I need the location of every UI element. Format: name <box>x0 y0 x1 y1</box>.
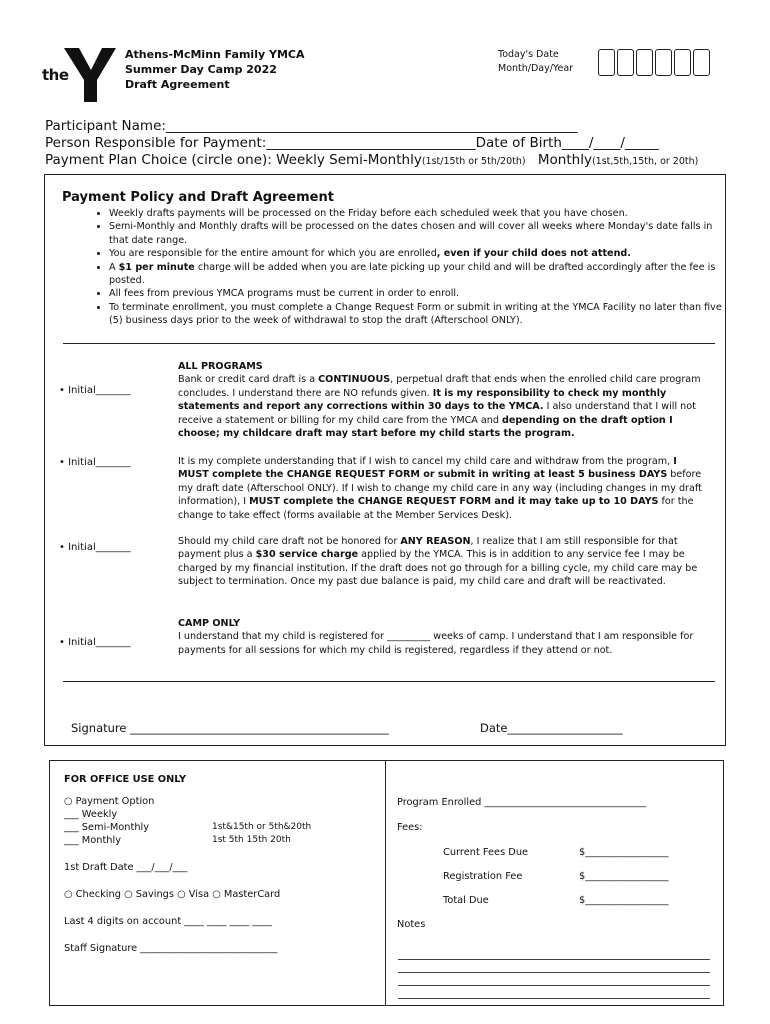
monthly-option-dates: 1st 5th 15th 20th <box>212 835 291 845</box>
today-date-label: Today's Date <box>498 49 559 60</box>
camp-only-heading: CAMP ONLY <box>178 618 241 629</box>
form-title: Draft Agreement <box>125 78 230 91</box>
semi-monthly-option-dates: 1st&15th or 5th&20th <box>212 822 312 832</box>
payment-plan-label: Payment Plan Choice (circle one): Weekly Semi-Monthly <box>45 152 422 168</box>
office-divider <box>385 761 386 1005</box>
logo-ymca-text: YMCA <box>100 81 113 97</box>
ymca-logo <box>42 44 117 102</box>
responsible-person-field[interactable] <box>45 135 735 152</box>
participant-name-label: Participant Name:_____________________________________________________________ <box>45 118 578 134</box>
semi-monthly-option[interactable]: ___ Semi-Monthly <box>64 822 150 833</box>
policy-item-weekly: • Weekly drafts payments will be processed on the Friday before each scheduled week that you have chosen. <box>109 207 724 220</box>
current-fees-label: Current Fees Due <box>443 847 529 858</box>
current-fees-amount[interactable]: $_________________ <box>579 847 669 858</box>
initial-field-1[interactable]: • Initial_______ <box>59 385 131 396</box>
policy-box <box>44 174 726 746</box>
dishonored-draft-clause: Should my child care draft not be honored for ANY REASON, I realize that I am still responsible for that payment plus a $30 service charge applied by the YMCA. This is in addition to any service fee I may be charged by my financial institution. If the draft does not go through for a billing cycle, my child care may be subject to termination. Once my past due balance is paid, my child care and draft will be reactivated. <box>178 536 698 588</box>
date-box-2[interactable] <box>617 49 634 76</box>
logo-the-text: the <box>42 66 69 84</box>
policy-item-late-fee: • A $1 per minute charge will be added when you are late picking up your child and will be drafted accordingly after the fee is posted. <box>109 261 724 288</box>
all-programs-heading: ALL PROGRAMS <box>178 361 263 372</box>
participant-name-field[interactable] <box>45 118 735 135</box>
policy-item-semi-monthly: • Semi-Monthly and Monthly drafts will be processed on the dates chosen and will cover all weeks where Monday's date falls in that date range. <box>109 220 724 247</box>
divider-bottom <box>63 681 715 682</box>
policy-item-termination: • To terminate enrollment, you must complete a Change Request Form or submit in writing at the YMCA Facility no later than five (5) business days prior to the week of withdrawal to stop the draft (Afterschool ONLY). <box>109 301 724 328</box>
responsible-person-label: Person Responsible for Payment:_______________________________Date of Birth____/____/_____ <box>45 135 659 151</box>
divider-top <box>63 343 715 344</box>
camp-only-clause: CAMP ONLY I understand that my child is registered for _________ weeks of camp. I understand that I am responsible for payments for all sessions for which my child is registered, regardless if they attend or not. <box>178 618 694 656</box>
payment-option-label: ○ Payment Option <box>64 796 155 807</box>
date-box-6[interactable] <box>693 49 710 76</box>
monthly-option-row <box>64 834 374 847</box>
policy-title: Payment Policy and Draft Agreement <box>62 190 334 205</box>
date-box-3[interactable] <box>636 49 653 76</box>
date-box-1[interactable] <box>598 49 615 76</box>
policy-item-responsibility: • You are responsible for the entire amount for which you are enrolled, even if your child does not attend. <box>109 247 724 260</box>
first-draft-date-field[interactable]: 1st Draft Date ___/___/___ <box>64 862 188 873</box>
cancellation-clause: It is my complete understanding that if I wish to cancel my child care and withdraw from the program, I MUST complete the CHANGE REQUEST FORM or submit in writing at least 5 business DAYS before my draft date (Afterschool ONLY). If I wish to change my child care in any way (including changes in my draft information), I MUST complete the CHANGE REQUEST FORM and it may take up to 10 DAYS for the change to take effect (forms available at the Member Services Desk). <box>178 456 702 521</box>
monthly-dates: (1st,5th,15th, or 20th) <box>591 156 699 167</box>
initial-field-4[interactable]: • Initial_______ <box>59 637 131 648</box>
notes-area[interactable] <box>398 947 710 999</box>
signature-date-field[interactable]: Date____________________ <box>480 721 623 735</box>
program-enrolled-field[interactable]: Program Enrolled _________________________________ <box>397 797 647 808</box>
all-programs-clause: ALL PROGRAMS Bank or credit card draft is a CONTINUOUS, perpetual draft that ends when the enrolled child care program concludes. I understand there are NO refunds given. It is my responsibility to check my monthly statements and report any corrections within 30 days to the YMCA. I also understand that I will not receive a statement or billing for my child care from the YMCA and depending on the draft option I choose; my childcare draft may start before my child starts the program. <box>178 361 701 440</box>
policy-list <box>67 207 724 328</box>
date-box-4[interactable] <box>655 49 672 76</box>
registration-fee-label: Registration Fee <box>443 871 523 882</box>
payment-plan-field <box>45 152 698 170</box>
org-name: Athens-McMinn Family YMCA <box>125 48 305 61</box>
policy-item-previous-fees: • All fees from previous YMCA programs must be current in order to enroll. <box>109 287 724 300</box>
total-due-row <box>397 894 712 907</box>
program-name: Summer Day Camp 2022 <box>125 63 277 76</box>
initial-field-3[interactable]: • Initial_______ <box>59 542 131 553</box>
notes-label: Notes <box>397 919 426 930</box>
staff-signature-field[interactable]: Staff Signature ____________________________ <box>64 943 278 954</box>
date-box-5[interactable] <box>674 49 691 76</box>
office-title: FOR OFFICE USE ONLY <box>64 774 187 785</box>
signature-field[interactable]: Signature _____________________________________________ <box>71 721 389 735</box>
semi-monthly-dates: (1st/15th or 5th/20th) <box>421 156 526 167</box>
monthly-option[interactable]: ___ Monthly <box>64 835 122 846</box>
fees-label: Fees: <box>397 822 423 833</box>
account-type-options[interactable]: ○ Checking ○ Savings ○ Visa ○ MasterCard <box>64 889 281 900</box>
ymca-y-icon <box>64 44 116 102</box>
date-format-label: Month/Day/Year <box>498 62 574 74</box>
initial-field-2[interactable]: • Initial_______ <box>59 457 131 468</box>
weekly-option[interactable]: ___ Weekly <box>64 809 118 820</box>
office-use-box <box>49 760 724 1006</box>
semi-monthly-option-row <box>64 821 374 834</box>
current-fees-row <box>397 846 712 859</box>
registration-fee-amount[interactable]: $_________________ <box>579 871 669 882</box>
last-four-digits-field[interactable]: Last 4 digits on account ____ ____ ____ ____ <box>64 916 272 927</box>
total-due-label: Total Due <box>443 895 489 906</box>
monthly-label: Monthly <box>537 152 592 168</box>
total-due-amount[interactable]: $_________________ <box>579 895 669 906</box>
registration-fee-row <box>397 870 712 883</box>
